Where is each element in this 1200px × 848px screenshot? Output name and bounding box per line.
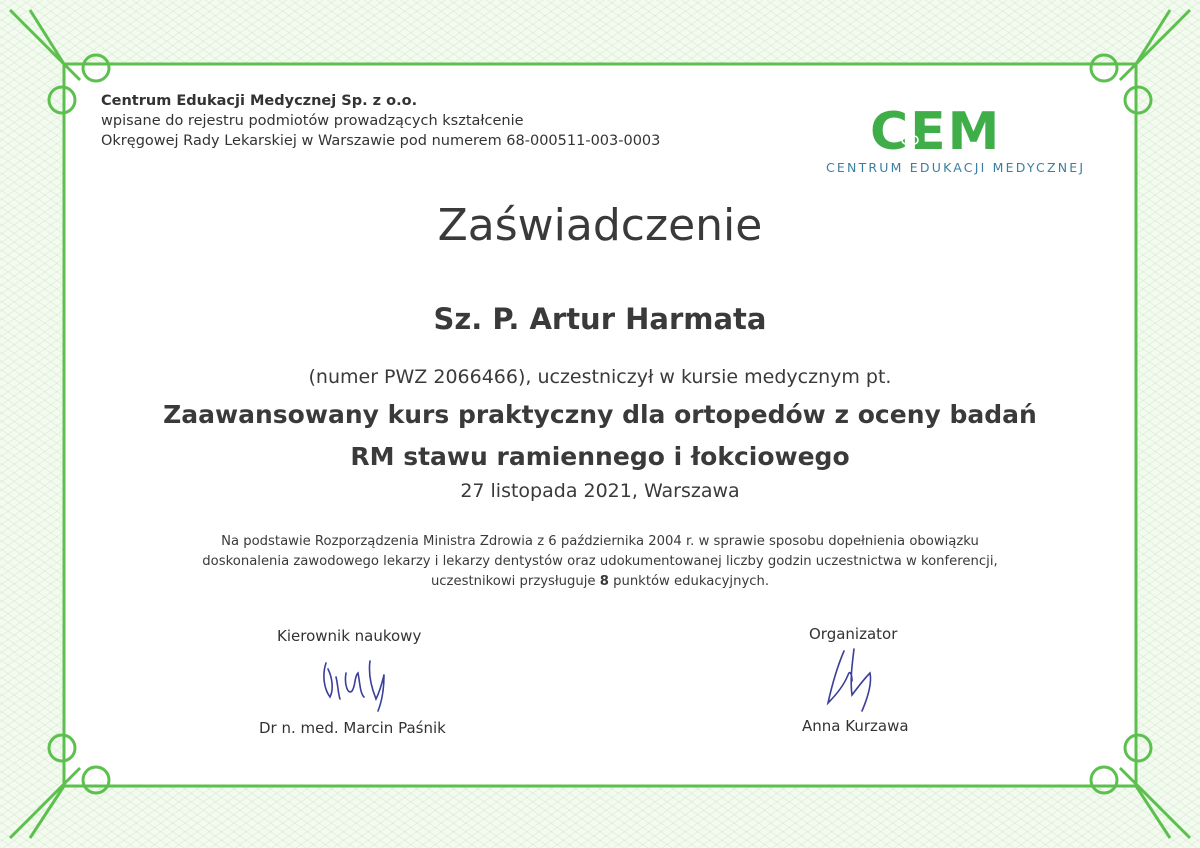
legal-basis [150, 532, 1050, 592]
pwz-line: (numer PWZ 2066466), uczestniczył w kursie medycznym pt. [308, 366, 892, 388]
left-signatory-title: Kierownik naukowy [277, 627, 422, 645]
recipient-name: Sz. P. Artur Harmata [433, 302, 767, 336]
certificate-title: Zaświadczenie [437, 200, 763, 251]
legal-line-3-prefix: uczestnikowi przysługuje [430, 574, 600, 589]
course-title [0, 394, 1200, 478]
legal-line-1: Na podstawie Rozporządzenia Ministra Zdrowia z 6 października 2004 r. w sprawie sposobu dopełnienia obowiązku [221, 534, 979, 549]
course-title-line-2: RM stawu ramiennego i łokciowego [350, 442, 850, 471]
right-signature [822, 645, 886, 717]
issuer-header [101, 91, 660, 151]
legal-line-3 [150, 572, 1050, 592]
legal-line-2: doskonalenia zawodowego lekarzy i lekarzy dentystów oraz udokumentowanej liczby godzin uczestnictwa w konferencji, [202, 554, 998, 569]
right-signatory-title: Organizator [809, 625, 898, 643]
legal-line-3-suffix: punktów edukacyjnych. [608, 574, 770, 589]
issuer-registry-line: wpisane do rejestru podmiotów prowadzących kształcenie [101, 113, 524, 129]
left-signatory-name: Dr n. med. Marcin Paśnik [259, 719, 446, 737]
cem-logo [826, 104, 1101, 184]
date-place: 27 listopada 2021, Warszawa [460, 480, 740, 502]
issuer-name: Centrum Edukacji Medycznej Sp. z o.o. [101, 93, 418, 109]
scalpel-icon [900, 108, 920, 148]
scissors-icon-top-left [10, 10, 109, 113]
scissors-icon-top-right [1091, 10, 1190, 113]
course-title-line-1: Zaawansowany kurs praktyczny dla ortopedów z oceny badań [163, 400, 1037, 429]
logo-subtitle: CENTRUM EDUKACJI MEDYCZNEJ [826, 160, 1086, 175]
issuer-registry-number: Okręgowej Rady Lekarskiej w Warszawie pod numerem 68-000511-003-0003 [101, 133, 661, 149]
education-points: 8 [599, 574, 609, 589]
logo-mark: CEM [870, 102, 1002, 162]
left-signature [318, 655, 398, 717]
right-signatory-name: Anna Kurzawa [802, 717, 909, 735]
